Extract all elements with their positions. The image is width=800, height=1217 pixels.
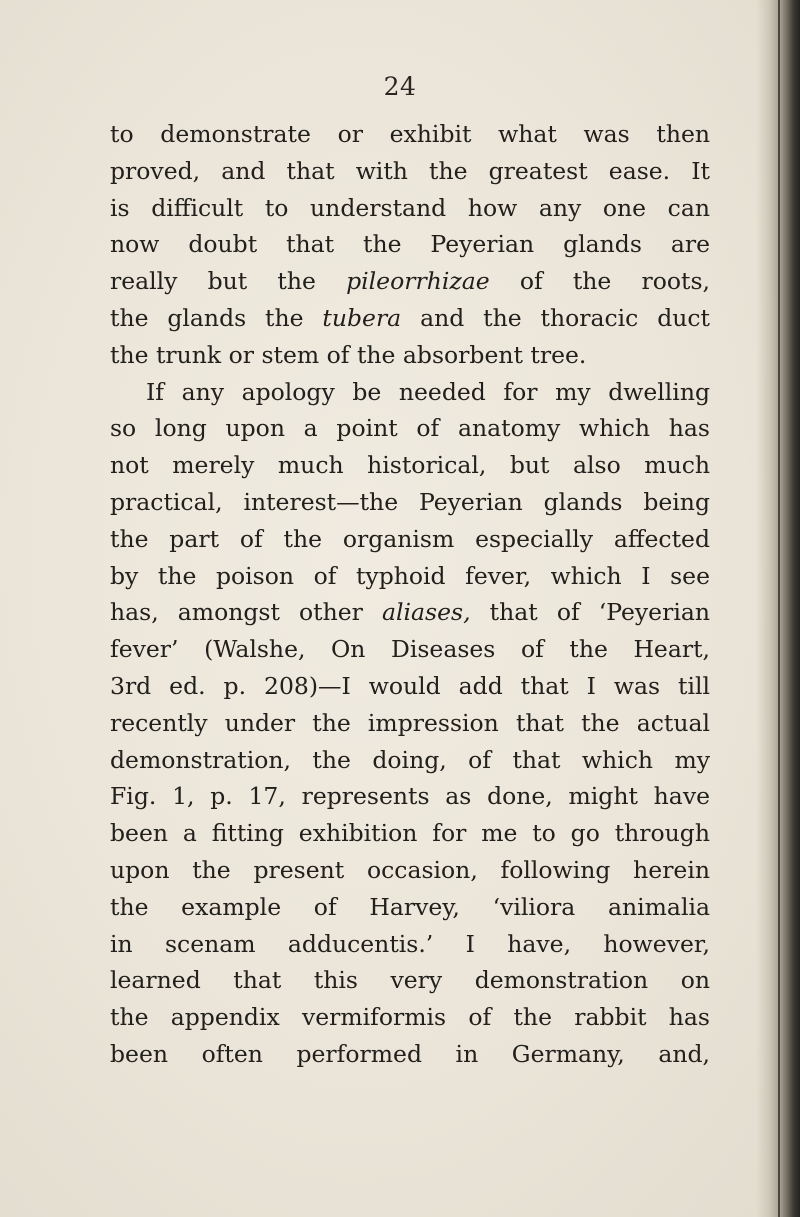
italic-term: aliases, (382, 598, 471, 627)
text-line (110, 263, 710, 300)
text-line: the trunk or stem of the absorbent tree. (110, 340, 587, 369)
body-text (110, 116, 710, 1073)
italic-term: tubera (322, 303, 402, 332)
text-run: and the thoracic duct (401, 303, 710, 332)
text-line: now doubt that the Peyerian glands are (110, 230, 710, 259)
text-run: that of ‘Peyerian (470, 598, 710, 627)
italic-term: pileorrhizae (346, 267, 490, 296)
text-line: upon the present occasion, following herein (110, 855, 710, 884)
text-line: If any apology be needed for my dwelling (146, 377, 710, 406)
text-line: recently under the impression that the actual (110, 708, 710, 737)
text-line: not merely much historical, but also much (110, 451, 710, 480)
text-run: has, amongst other (110, 598, 382, 627)
text-line: by the poison of typhoid fever, which I see (110, 561, 710, 590)
text-run: the glands the (110, 303, 323, 332)
text-run: of the roots, (489, 267, 711, 296)
text-line: in scenam adducentis.’ I have, however, (110, 929, 710, 958)
text-line: practical, interest—the Peyerian glands being (110, 487, 710, 516)
text-line: proved, and that with the greatest ease. It (110, 156, 710, 185)
text-line: the appendix vermiformis of the rabbit has (110, 1003, 710, 1032)
page-edge-line (778, 0, 780, 1217)
text-line: so long upon a point of anatomy which has (110, 414, 710, 443)
text-line: demonstration, the doing, of that which my (110, 745, 710, 774)
text-line: been a fitting exhibition for me to go through (110, 819, 710, 848)
text-line: learned that this very demonstration on (110, 966, 710, 995)
text-line (110, 300, 710, 337)
text-line: fever’ (Walshe, On Diseases of the Heart, (110, 635, 710, 664)
text-line: the part of the organism especially affected (110, 524, 710, 553)
text-line: Fig. 1, p. 17, represents as done, might have (110, 782, 710, 811)
text-line: to demonstrate or exhibit what was then (110, 120, 710, 148)
text-line: is difficult to understand how any one can (110, 193, 710, 222)
text-run: really but the (110, 267, 347, 296)
text-line: 3rd ed. p. 208)—I would add that I was till (110, 671, 710, 700)
text-line (110, 594, 710, 631)
text-line: the example of Harvey, ‘viliora animalia (110, 892, 710, 921)
text-line: been often performed in Germany, and, (110, 1039, 710, 1068)
page-number: 24 (383, 72, 417, 101)
